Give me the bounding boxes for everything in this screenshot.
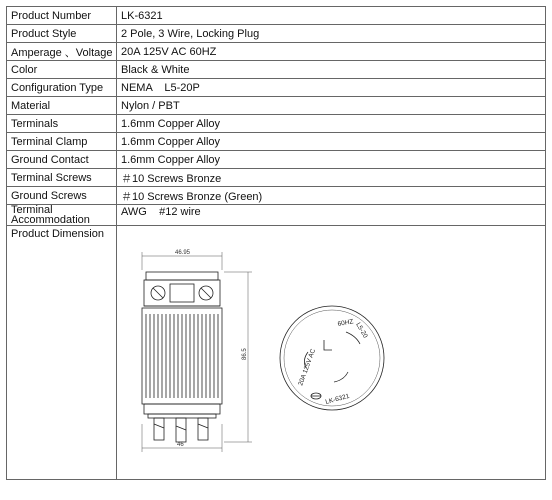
plug-side-view bbox=[142, 250, 252, 452]
spec-label: Product Number bbox=[7, 7, 117, 25]
spec-row-ground-screws bbox=[7, 187, 546, 205]
spec-row-terminals bbox=[7, 115, 546, 133]
dim-bottom-width: 46 bbox=[177, 442, 184, 448]
spec-row-terminal-accommodation bbox=[7, 205, 546, 226]
spec-row-ground-contact bbox=[7, 151, 546, 169]
spec-value: 1.6mm Copper Alloy bbox=[117, 115, 546, 133]
spec-value: AWG #12 wire bbox=[117, 205, 546, 226]
spec-label: Ground Screws bbox=[7, 187, 117, 205]
dim-top-width: 46.95 bbox=[175, 250, 191, 256]
spec-row-product-number bbox=[7, 7, 546, 25]
spec-value: ＃10 Screws Bronze (Green) bbox=[117, 187, 546, 205]
face-config-text: L5-20 bbox=[354, 321, 369, 340]
spec-value: 1.6mm Copper Alloy bbox=[117, 133, 546, 151]
spec-label: Terminal Clamp bbox=[7, 133, 117, 151]
spec-label: Amperage 、Voltage bbox=[7, 43, 117, 61]
spec-value: NEMA L5-20P bbox=[117, 79, 546, 97]
spec-value: ＃10 Screws Bronze bbox=[117, 169, 546, 187]
spec-label: Material bbox=[7, 97, 117, 115]
spec-value: 20A 125V AC 60HZ bbox=[117, 43, 546, 61]
spec-label: Terminals bbox=[7, 115, 117, 133]
brand-logo-mark bbox=[311, 393, 321, 399]
spec-value: 2 Pole, 3 Wire, Locking Plug bbox=[117, 25, 546, 43]
face-rating-text: 20A 125V AC bbox=[297, 347, 318, 387]
spec-label: Terminal Screws bbox=[7, 169, 117, 187]
spec-row-configuration-type bbox=[7, 79, 546, 97]
spec-row-product-style bbox=[7, 25, 546, 43]
spec-label: Configuration Type bbox=[7, 79, 117, 97]
spec-value: Nylon / PBT bbox=[117, 97, 546, 115]
spec-value: 1.6mm Copper Alloy bbox=[117, 151, 546, 169]
spec-row-terminal-clamp bbox=[7, 133, 546, 151]
face-logo-text: 60HZ bbox=[337, 318, 355, 328]
spec-label: Color bbox=[7, 61, 117, 79]
spec-row-color bbox=[7, 61, 546, 79]
spec-label: Terminal Accommodation bbox=[7, 205, 117, 226]
face-model-text: LK-6321 bbox=[324, 392, 351, 406]
spec-label: Product Style bbox=[7, 25, 117, 43]
plug-face-view bbox=[280, 306, 384, 410]
dimension-label: Product Dimension bbox=[7, 226, 117, 480]
plug-dimension-drawing bbox=[120, 244, 544, 484]
spec-row-amperage-voltage bbox=[7, 43, 546, 61]
spec-value: LK-6321 bbox=[117, 7, 546, 25]
spec-label: Ground Contact bbox=[7, 151, 117, 169]
spec-row-terminal-screws bbox=[7, 169, 546, 187]
dim-height: 86.5 bbox=[242, 348, 248, 360]
spec-row-material bbox=[7, 97, 546, 115]
spec-value: Black & White bbox=[117, 61, 546, 79]
